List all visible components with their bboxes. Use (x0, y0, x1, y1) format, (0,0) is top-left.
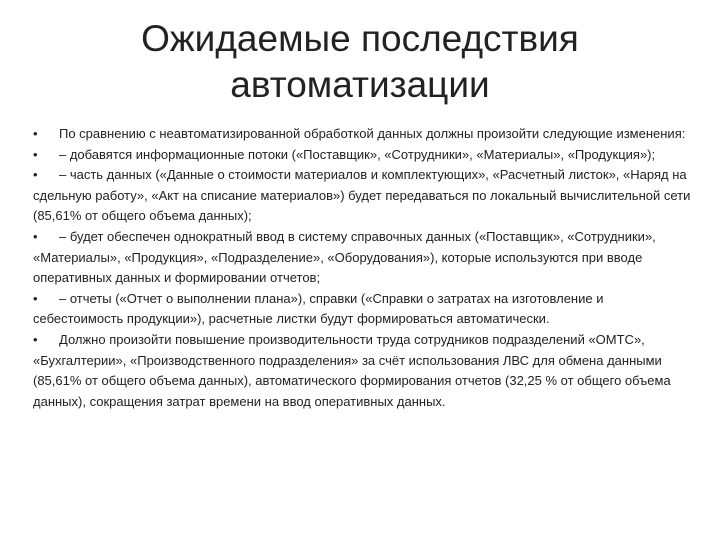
slide-title (40, 16, 680, 108)
list-item-text: – часть данных («Данные о стоимости материалов и комплектующих», «Расчетный листок», «Наряд на сдельную работу», «Акт на списание материалов») будет передаваться по локальный вычислительной сети (85,61% от общего объема данных); (33, 167, 691, 224)
list-item-text: Должно произойти повышение производительности труда сотрудников подразделений «ОМТС», «Бухгалтерии», «Производственного подразделения» за счёт использования ЛВС для обмена данными (85,61% от общего объема данных), автоматического формирования отчетов (32,25 % от общего объема данных), сокращения затрат времени на ввод оперативных данных. (33, 331, 671, 409)
list-item (33, 289, 693, 330)
bullet-icon: • (33, 331, 38, 347)
list-item (33, 145, 693, 166)
bullet-icon: • (33, 228, 38, 244)
list-item-text: – добавятся информационные потоки («Поставщик», «Сотрудники», «Материалы», «Продукция»); (59, 146, 656, 162)
list-item (33, 124, 693, 145)
bullet-icon: • (33, 146, 38, 162)
title-line-2: автоматизации (230, 64, 490, 105)
list-item (33, 165, 693, 227)
bullet-icon: • (33, 126, 38, 141)
bullet-icon: • (33, 167, 38, 183)
list-item (33, 330, 693, 412)
list-item-text: По сравнению с неавтоматизированной обработкой данных должны произойти следующие изменения: (59, 126, 686, 141)
list-item-text: – будет обеспечен однократный ввод в систему справочных данных («Поставщик», «Сотрудники», «Материалы», «Продукция», «Подразделение», «Оборудования»), которые используются при вводе оперативных данных и формировании отчетов; (33, 228, 656, 286)
slide-body (33, 124, 693, 412)
list-item-text: – отчеты («Отчет о выполнении плана»), справки («Справки о затратах на изготовление и себестоимость продукции»), расчетные листки будут формироваться автоматически. (33, 290, 604, 327)
list-item (33, 227, 693, 289)
bullet-icon: • (33, 290, 38, 306)
title-line-1: Ожидаемые последствия (141, 18, 579, 59)
